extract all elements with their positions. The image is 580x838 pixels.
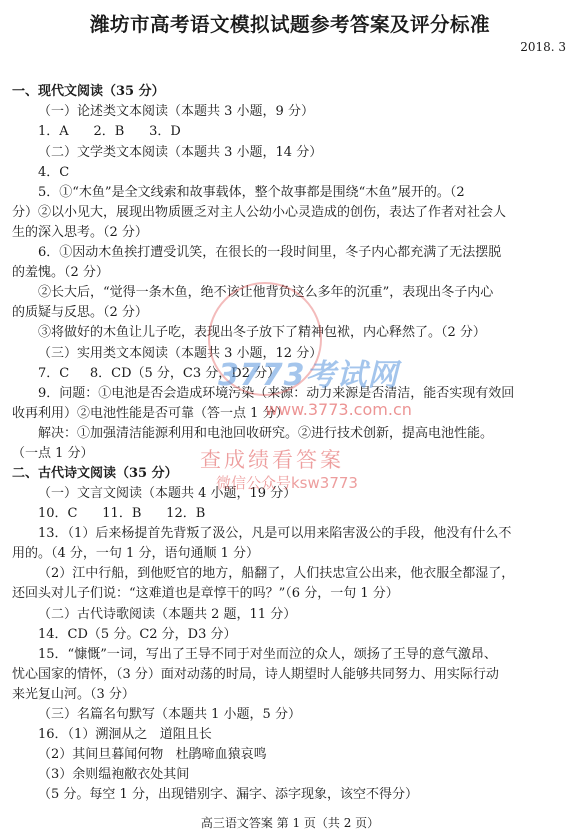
answer-line: 的质疑与反思。（2 分） [12,305,148,320]
answer-line: 5．①“木鱼”是全文线索和故事载体，整个故事都是围绕“木鱼”展开的。（2 [38,185,465,200]
answer-line: 生的深入思考。（2 分） [12,225,148,240]
page-footer: 高三语文答案 第 1 页（共 2 页） [200,816,380,830]
subsection-heading: （三）名篇名句默写（本题共 1 小题，5 分） [38,707,301,722]
answer-line: 7．C 8．CD（5 分，C3 分，D2 分） [38,366,281,381]
answer-line: 13．（1）后来杨提首先背叛了汲公，凡是可以用来陷害汲公的手段，他没有什么不 [38,526,512,541]
answer-line: 收再利用）②电池性能是否可靠（答一点 1 分） [12,406,289,421]
subsection-heading: （一）文言文阅读（本题共 4 小题，19 分） [38,486,297,501]
answer-line: 15．“慷慨”一词，写出了王导不同于对坐而泣的众人，颂扬了王导的意气激昂、 [38,647,497,662]
answer-line: 10．C 11．B 12．B [38,506,206,521]
answer-line: 16．（1）溯洄从之 道阻且长 [38,727,212,742]
document-date: 2018. 3 [520,40,566,54]
watermark-logo: 3773考试网 [218,358,399,393]
subsection-heading: （三）实用类文本阅读（本题共 3 小题，12 分） [38,346,323,361]
watermark-slogan: 查成绩看答案 [200,448,344,472]
answer-line: 6．①因动木鱼挨打遭受讥笑，在很长的一段时间里，冬子内心都充满了无法摆脱 [38,245,502,260]
subsection-heading: （二）文学类文本阅读（本题共 3 小题，14 分） [38,145,323,160]
answer-line: （2）其间旦暮闻何物 杜鹃啼血猿哀鸣 [38,747,267,762]
answer-line: 解决：①加强清洁能源利用和电池回收研究。②进行技术创新，提高电池性能。 [38,426,494,441]
watermark-url: www.3773.com.cn [265,400,412,419]
section-heading: 一、现代文阅读（35 分） [12,84,165,99]
subsection-heading: （一）论述类文本阅读（本题共 3 小题，9 分） [38,104,314,119]
answer-line: （一点 1 分） [12,446,94,461]
answer-line: 4．C [38,165,70,180]
watermark-wechat: 微信公众号ksw3773 [216,474,358,492]
answer-line: 1．A 2．B 3．D [38,124,181,139]
answer-line: 9．问题：①电池是否会造成环境污染（来源：动力来源是否清洁，能否实现有效回 [38,386,515,401]
answer-line: （5 分。每空 1 分，出现错别字、漏字、添字现象，该空不得分） [38,787,418,802]
answer-line: （2）江中行船，到他贬官的地方，船翻了，人们扶忠宣公出来，他衣服全都湿了， [38,566,515,581]
document-title: 潍坊市高考语文模拟试题参考答案及评分标准 [89,13,490,36]
answer-line: 忧心国家的情怀，（3 分）面对动荡的时局，诗人期望时人能够共同努力、用实际行动 [12,667,499,682]
answer-line: 用的。（4 分，一句 1 分，语句通顺 1 分） [12,546,259,561]
answer-line: 的羞愧。（2 分） [12,265,109,280]
answer-line: ②长大后，“觉得一条木鱼，绝不该让他背负这么多年的沉重”，表现出冬子内心 [38,285,494,300]
answer-line: 还回头对儿子们说：“这难道也是章惇干的吗？”（6 分，一句 1 分） [12,586,399,601]
section-heading: 二、古代诗文阅读（35 分） [12,466,178,481]
answer-line: 分）②以小见大，展现出物质匮乏对主人公幼小心灵造成的创伤，表达了作者对社会人 [12,205,507,220]
answer-line: 14．CD（5 分。C2 分，D3 分） [38,627,237,642]
answer-line: 来光复山河。（3 分） [12,687,135,702]
answer-line: （3）余则缊袍敝衣处其间 [38,767,190,782]
answer-line: ③将做好的木鱼让儿子吃，表现出冬子放下了精神包袱，内心释然了。（2 分） [38,325,486,340]
subsection-heading: （二）古代诗歌阅读（本题共 2 题，11 分） [38,607,297,622]
